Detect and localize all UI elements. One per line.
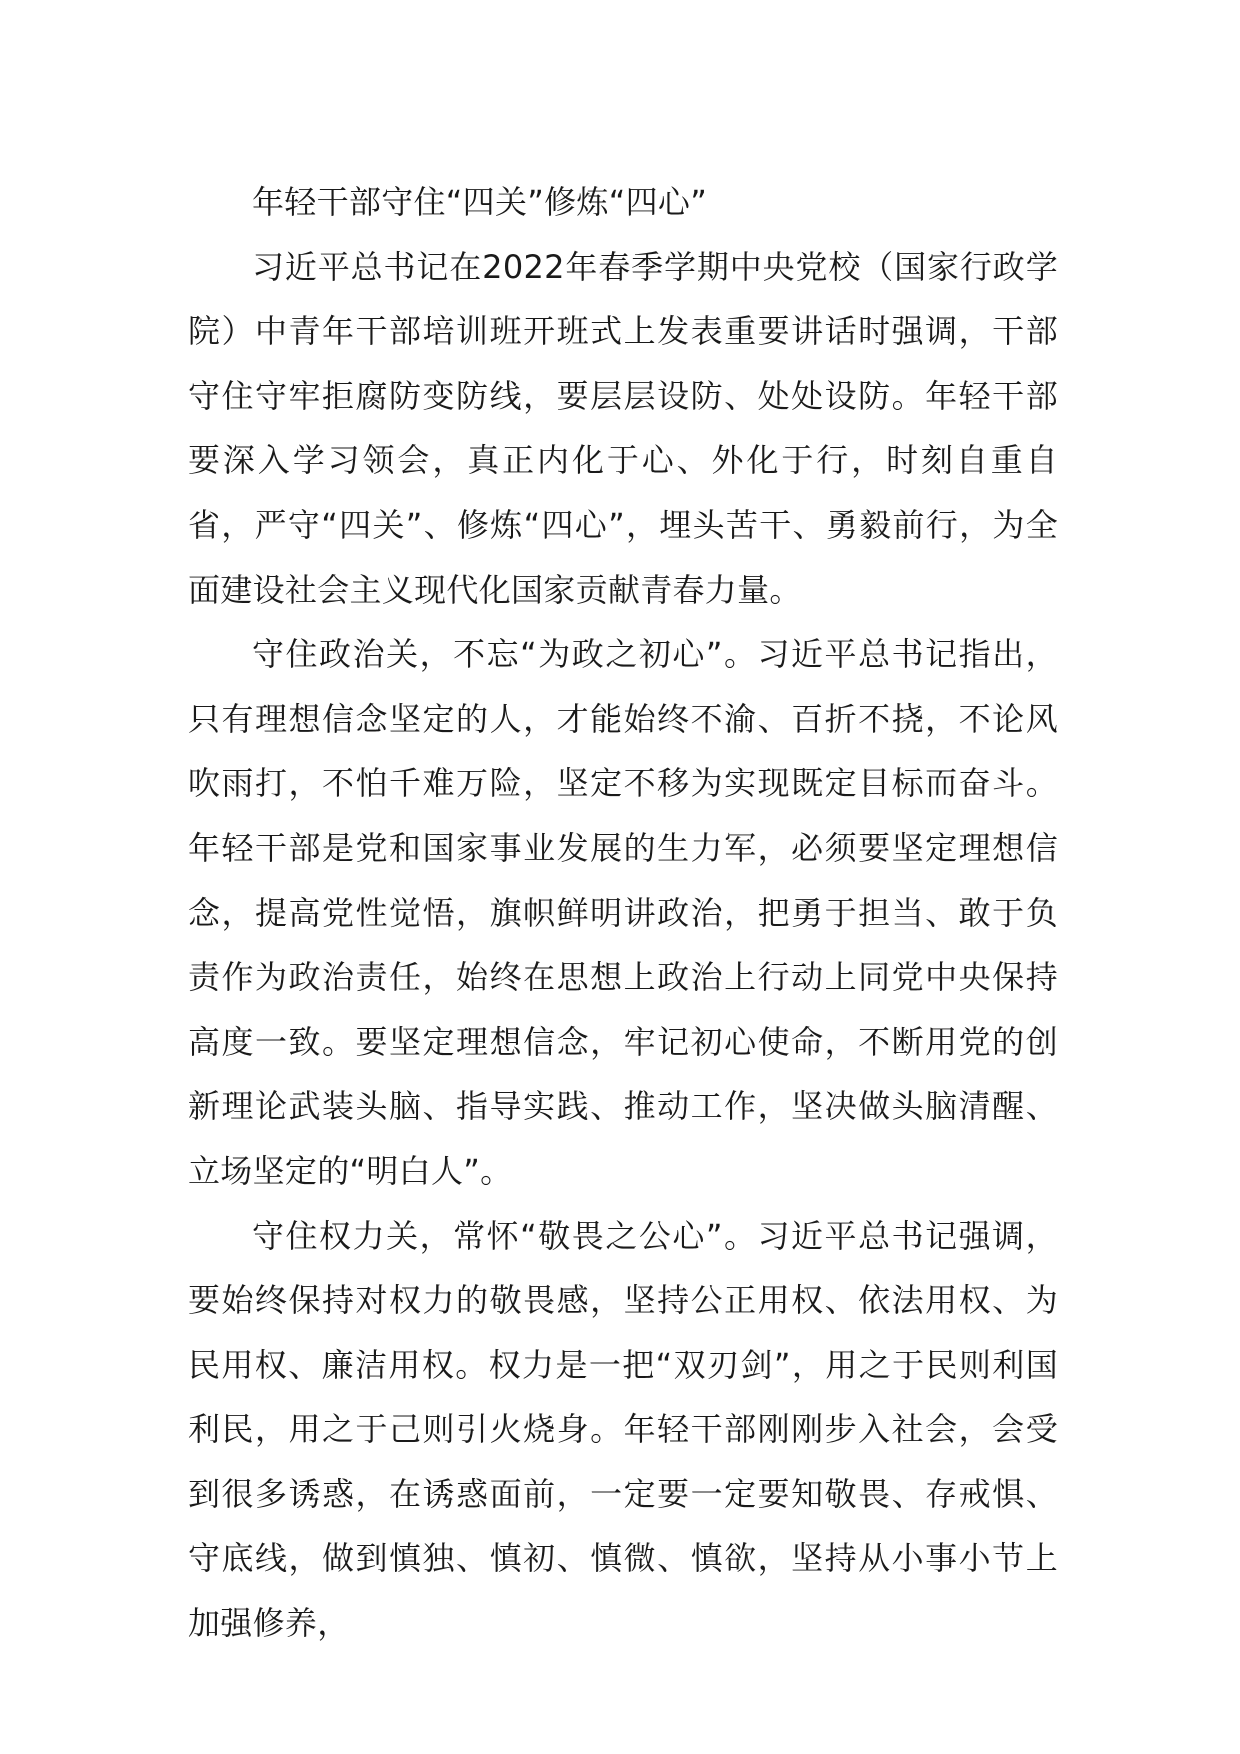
paragraph-political-gate: 守住政治关，不忘“为政之初心”。习近平总书记指出，只有理想信念坚定的人，才能始终不渝、百折不挠，不论风吹雨打，不怕千难万险，坚定不移为实现既定目标而奋斗。年轻干部是党和国家事业发展的生力军，必须要坚定理想信念，提高党性觉悟，旗帜鲜明讲政治，把勇于担当、敢于负责作为政治责任，始终在思想上政治上行动上同党中央保持高度一致。要坚定理想信念，牢记初心使命，不断用党的创新理论武装头脑、指导实践、推动工作，坚决做头脑清醒、立场坚定的“明白人”。 — [188, 635, 1058, 1190]
paragraph-intro: 习近平总书记在2022年春季学期中央党校（国家行政学院）中青年干部培训班开班式上发表重要讲话时强调，干部守住守牢拒腐防变防线，要层层设防、处处设防。年轻干部要深入学习领会，真正内化于心、外化于行，时刻自重自省，严守“四关”、修炼“四心”，埋头苦干、勇毅前行，为全面建设社会主义现代化国家贡献青春力量。 — [188, 247, 1058, 609]
paragraph-power-gate: 守住权力关，常怀“敬畏之公心”。习近平总书记强调，要始终保持对权力的敬畏感，坚持公正用权、依法用权、为民用权、廉洁用权。权力是一把“双刃剑”，用之于民则利国利民，用之于己则引火烧身。年轻干部刚刚步入社会，会受到很多诱惑，在诱惑面前，一定要一定要知敬畏、存戒惧、守底线，做到慎独、慎初、慎微、慎欲，坚持从小事小节上加强修养， — [188, 1216, 1058, 1643]
document-body — [188, 170, 1058, 1656]
document-title: 年轻干部守住“四关”修炼“四心” — [252, 183, 708, 221]
